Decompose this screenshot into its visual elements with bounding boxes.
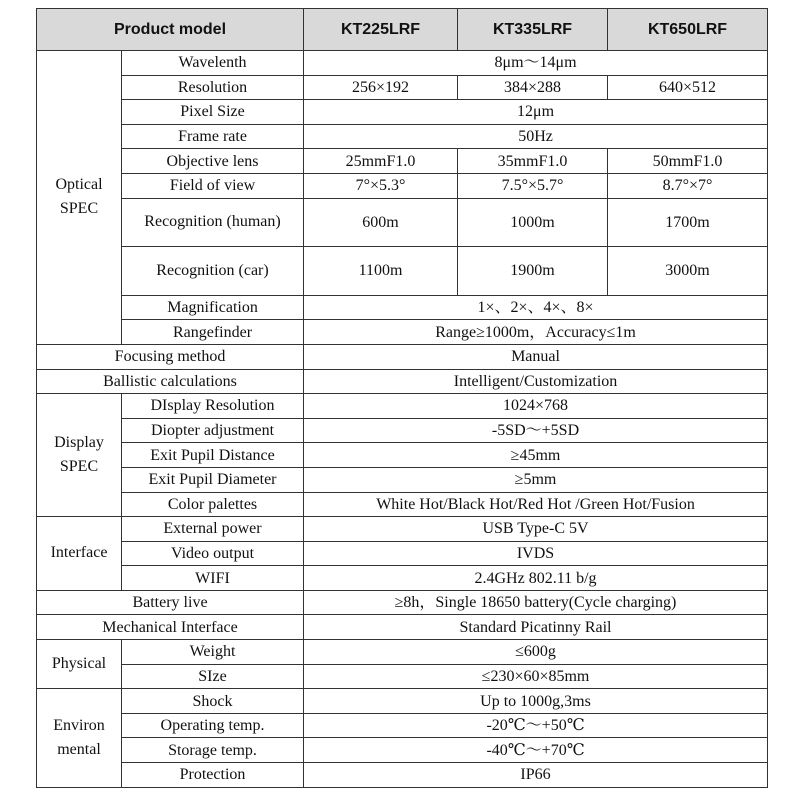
spec-label: Battery live [37, 590, 304, 615]
spec-value: ≤230×60×85mm [304, 664, 768, 689]
table-row [37, 418, 768, 443]
spec-value: 384×288 [458, 75, 608, 100]
table-row [37, 75, 768, 100]
table-row [37, 467, 768, 492]
spec-label: Operating temp. [122, 713, 304, 738]
spec-value: -20℃～+50℃ [304, 713, 768, 738]
spec-value: Range≥1000m，Accuracy≤1m [304, 320, 768, 345]
spec-label: Exit Pupil Diameter [122, 467, 304, 492]
spec-value: Intelligent/Customization [304, 369, 768, 394]
spec-label: Ballistic calculations [37, 369, 304, 394]
table-row [37, 198, 768, 247]
spec-value: IP66 [304, 763, 768, 788]
spec-label: Wavelenth [122, 51, 304, 76]
table-row [37, 738, 768, 763]
spec-label: Storage temp. [122, 738, 304, 763]
header-model-kt335lrf: KT335LRF [458, 9, 608, 51]
spec-label: Mechanical Interface [37, 615, 304, 640]
spec-label: Recognition (car) [122, 247, 304, 296]
table-row [37, 320, 768, 345]
spec-value: IVDS [304, 541, 768, 566]
table-row [37, 247, 768, 296]
spec-value: 256×192 [304, 75, 458, 100]
spec-label: Shock [122, 689, 304, 714]
spec-label: WIFI [122, 566, 304, 591]
spec-value: 50Hz [304, 124, 768, 149]
table-row [37, 443, 768, 468]
category-interface: Interface [37, 517, 122, 591]
spec-label: Pixel Size [122, 100, 304, 125]
spec-value: ≥8h，Single 18650 battery(Cycle charging) [304, 590, 768, 615]
spec-label: Video output [122, 541, 304, 566]
spec-label: Objective lens [122, 149, 304, 174]
table-row [37, 541, 768, 566]
category-physical: Physical [37, 640, 122, 689]
header-row [37, 9, 768, 51]
spec-label: Focusing method [37, 344, 304, 369]
spec-value: 600m [304, 198, 458, 247]
spec-value: Manual [304, 344, 768, 369]
spec-value: 1100m [304, 247, 458, 296]
spec-value: 7°×5.3° [304, 173, 458, 198]
spec-value: 1×、2×、4×、8× [304, 295, 768, 320]
spec-value: ≤600g [304, 640, 768, 665]
spec-value: 1024×768 [304, 394, 768, 419]
category-optical-spec: Optical SPEC [37, 51, 122, 345]
spec-value: Up to 1000g,3ms [304, 689, 768, 714]
spec-value: 7.5°×5.7° [458, 173, 608, 198]
spec-label: Frame rate [122, 124, 304, 149]
spec-label: Magnification [122, 295, 304, 320]
table-row [37, 344, 768, 369]
table-row [37, 124, 768, 149]
table-row [37, 173, 768, 198]
spec-value: 35mmF1.0 [458, 149, 608, 174]
spec-value: USB Type-C 5V [304, 517, 768, 542]
spec-label: DIsplay Resolution [122, 394, 304, 419]
spec-label: SIze [122, 664, 304, 689]
table-row [37, 689, 768, 714]
table-row [37, 566, 768, 591]
table-row [37, 664, 768, 689]
table-row [37, 394, 768, 419]
spec-label: Diopter adjustment [122, 418, 304, 443]
spec-value: -40℃～+70℃ [304, 738, 768, 763]
header-product-model: Product model [37, 9, 304, 51]
spec-value: 1000m [458, 198, 608, 247]
header-model-kt650lrf: KT650LRF [608, 9, 768, 51]
spec-value: -5SD～+5SD [304, 418, 768, 443]
table-row [37, 149, 768, 174]
spec-value: 12μm [304, 100, 768, 125]
spec-value: 8.7°×7° [608, 173, 768, 198]
table-row [37, 763, 768, 788]
table-row [37, 615, 768, 640]
table-row [37, 640, 768, 665]
category-environmental: Environ mental [37, 689, 122, 787]
spec-value: ≥45mm [304, 443, 768, 468]
spec-table [36, 8, 768, 788]
spec-label: Weight [122, 640, 304, 665]
table-row [37, 713, 768, 738]
spec-label: Recognition (human) [122, 198, 304, 247]
spec-value: 640×512 [608, 75, 768, 100]
spec-label: Exit Pupil Distance [122, 443, 304, 468]
spec-label: Rangefinder [122, 320, 304, 345]
category-display-spec: Display SPEC [37, 394, 122, 517]
header-model-kt225lrf: KT225LRF [304, 9, 458, 51]
spec-value: 1900m [458, 247, 608, 296]
spec-label: Color palettes [122, 492, 304, 517]
spec-label: External power [122, 517, 304, 542]
spec-value: 8μm～14μm [304, 51, 768, 76]
spec-value: 2.4GHz 802.11 b/g [304, 566, 768, 591]
spec-value: White Hot/Black Hot/Red Hot /Green Hot/Fusion [304, 492, 768, 517]
spec-value: ≥5mm [304, 467, 768, 492]
spec-label: Resolution [122, 75, 304, 100]
spec-label: Field of view [122, 173, 304, 198]
spec-value: 25mmF1.0 [304, 149, 458, 174]
spec-value: 3000m [608, 247, 768, 296]
table-row [37, 590, 768, 615]
table-row [37, 517, 768, 542]
table-row [37, 51, 768, 76]
table-row [37, 100, 768, 125]
table-row [37, 492, 768, 517]
spec-value: 1700m [608, 198, 768, 247]
spec-value: 50mmF1.0 [608, 149, 768, 174]
spec-value: Standard Picatinny Rail [304, 615, 768, 640]
table-row [37, 369, 768, 394]
table-row [37, 295, 768, 320]
spec-label: Protection [122, 763, 304, 788]
